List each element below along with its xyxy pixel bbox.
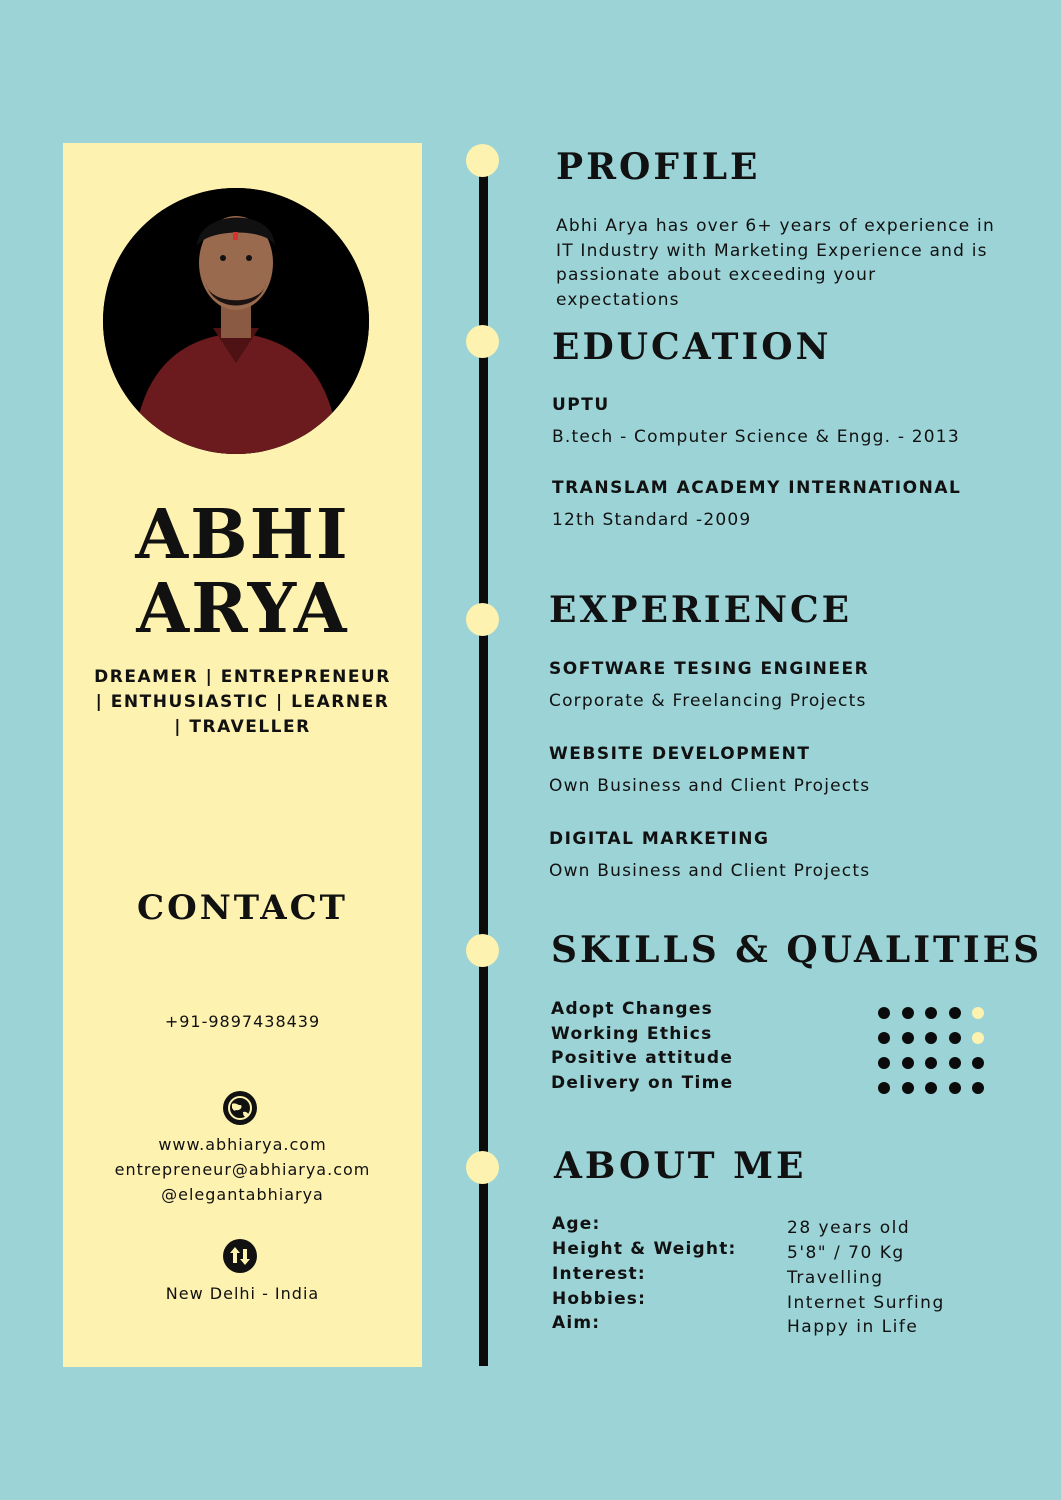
- education-school-1: UPTU: [552, 395, 610, 415]
- decorative-dot: [902, 1007, 914, 1019]
- decorative-dot: [902, 1057, 914, 1069]
- education-heading: EDUCATION: [552, 326, 832, 368]
- location: New Delhi - India: [165, 1284, 320, 1303]
- skill-item: Delivery on Time: [551, 1073, 734, 1093]
- timeline-dot-education: [466, 325, 499, 358]
- tagline: DREAMER | ENTREPRENEUR | ENTHUSIASTIC | LEARNER | TRAVELLER: [94, 667, 391, 737]
- decorative-dot: [902, 1082, 914, 1094]
- globe-icon: [222, 1090, 258, 1126]
- experience-detail-3: Own Business and Client Projects: [549, 861, 871, 881]
- decorative-dot: [949, 1032, 961, 1044]
- decorative-dot: [878, 1007, 890, 1019]
- decorative-dot: [972, 1057, 984, 1069]
- decorative-dot: [949, 1007, 961, 1019]
- about-value-age: 28 years old: [787, 1218, 911, 1238]
- about-heading: ABOUT ME: [554, 1145, 807, 1187]
- decorative-dot: [878, 1082, 890, 1094]
- about-label-hobbies: Hobbies:: [552, 1289, 647, 1309]
- decorative-dot: [972, 1032, 984, 1044]
- arrows-updown-icon: [222, 1238, 258, 1274]
- decorative-dot: [972, 1082, 984, 1094]
- about-value-interest: Travelling: [787, 1268, 884, 1288]
- decorative-dot: [972, 1007, 984, 1019]
- timeline-dot-skills: [466, 934, 499, 967]
- about-label-interest: Interest:: [552, 1264, 646, 1284]
- phone-number[interactable]: +91-9897438439: [164, 1012, 321, 1031]
- first-name: ABHI: [135, 495, 350, 575]
- decorative-dot: [925, 1082, 937, 1094]
- about-label-aim: Aim:: [552, 1313, 601, 1333]
- about-label-height-weight: Height & Weight:: [552, 1239, 737, 1259]
- education-detail-2: 12th Standard -2009: [552, 510, 752, 530]
- email-link[interactable]: entrepreneur@abhiarya.com: [114, 1160, 371, 1179]
- skill-item: Adopt Changes: [551, 999, 714, 1019]
- contact-title: CONTACT: [137, 888, 348, 928]
- last-name: ARYA: [136, 569, 349, 649]
- profile-heading: PROFILE: [556, 146, 761, 188]
- education-detail-1: B.tech - Computer Science & Engg. - 2013: [552, 427, 960, 447]
- experience-heading: EXPERIENCE: [549, 589, 853, 631]
- about-value-hobbies: Internet Surfing: [787, 1293, 945, 1313]
- about-value-height-weight: 5'8" / 70 Kg: [787, 1243, 905, 1263]
- experience-role-3: DIGITAL MARKETING: [549, 829, 770, 849]
- about-label-age: Age:: [552, 1214, 601, 1234]
- profile-text: Abhi Arya has over 6+ years of experience in IT Industry with Marketing Experience and is passionate about exceeding your expectations: [556, 216, 995, 310]
- portrait-image: [103, 188, 369, 454]
- decorative-dot: [925, 1007, 937, 1019]
- timeline-dot-about: [466, 1151, 499, 1184]
- social-handle[interactable]: @elegantabhiarya: [161, 1185, 324, 1204]
- skills-heading: SKILLS & QUALITIES: [551, 929, 1043, 971]
- decorative-dot: [878, 1057, 890, 1069]
- decorative-dot: [949, 1057, 961, 1069]
- about-value-aim: Happy in Life: [787, 1317, 919, 1337]
- website-link[interactable]: www.abhiarya.com: [158, 1135, 327, 1154]
- experience-role-1: SOFTWARE TESING ENGINEER: [549, 659, 870, 679]
- experience-detail-1: Corporate & Freelancing Projects: [549, 691, 867, 711]
- timeline-dot-profile: [466, 144, 499, 177]
- full-name: [63, 495, 422, 649]
- decorative-dot: [878, 1032, 890, 1044]
- decorative-dot: [902, 1032, 914, 1044]
- timeline-dot-experience: [466, 603, 499, 636]
- profile-photo: [103, 188, 369, 454]
- education-school-2: TRANSLAM ACADEMY INTERNATIONAL: [552, 478, 962, 498]
- decorative-dot: [925, 1032, 937, 1044]
- decorative-dot: [949, 1082, 961, 1094]
- experience-detail-2: Own Business and Client Projects: [549, 776, 871, 796]
- experience-role-2: WEBSITE DEVELOPMENT: [549, 744, 811, 764]
- skill-item: Working Ethics: [551, 1024, 713, 1044]
- decorative-dot: [925, 1057, 937, 1069]
- sidebar: [63, 143, 422, 1367]
- skill-item: Positive attitude: [551, 1048, 734, 1068]
